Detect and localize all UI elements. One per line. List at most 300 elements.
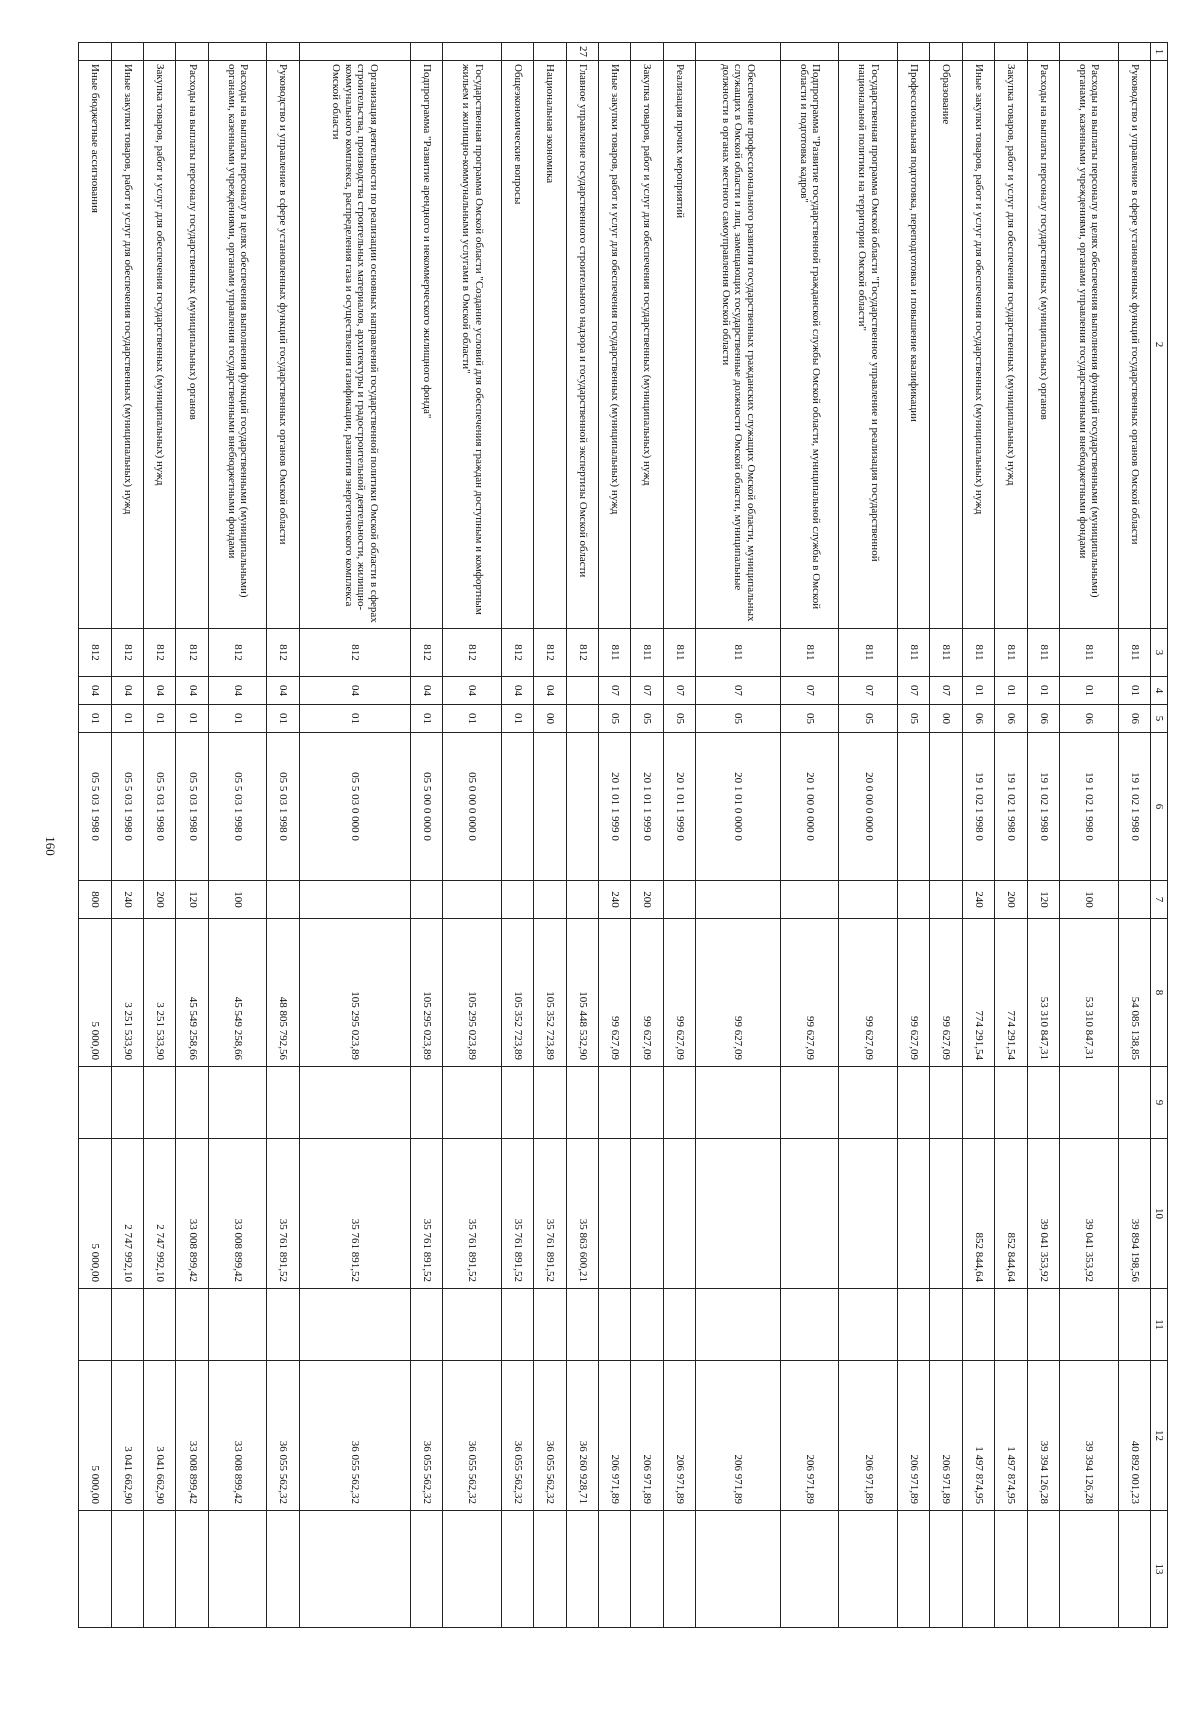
cell-c4: 01 [995,677,1027,705]
cell-c13 [1027,1511,1059,1628]
cell-c4: 04 [267,677,299,705]
cell-c10 [930,1139,962,1289]
cell-c3: 811 [1060,629,1119,677]
cell-c13 [631,1511,663,1628]
cell-name: Главное управление государственного строительного надзора и государственной экспертизы Омской области [566,61,598,629]
cell-c10 [663,1139,695,1289]
cell-c6: 05 5 03 1 998 0 [176,733,208,881]
cell-c7 [696,881,781,919]
cell-c4: 04 [501,677,533,705]
table-row [566,43,598,1628]
cell-n [144,43,176,61]
table-row [176,43,208,1628]
cell-c13 [501,1511,533,1628]
table-row [534,43,566,1628]
table-row [780,43,839,1628]
cell-c6 [501,733,533,881]
cell-c5: 01 [267,705,299,733]
cell-c8: 105 352 723,89 [501,919,533,1067]
cell-name: Расходы на выплаты персоналу в целях обеспечения выполнения функций государственными (муниципальными) органами, казенными учреждениями, органами управления государственными внебюджетными фондами [208,61,267,629]
cell-c6: 05 5 03 1 998 0 [267,733,299,881]
cell-c8: 774 291,54 [962,919,994,1067]
cell-c9 [79,1067,112,1139]
cell-c4: 04 [208,677,267,705]
cell-c6: 20 0 00 0 000 0 [839,733,898,881]
cell-c9 [663,1067,695,1139]
cell-c8: 774 291,54 [995,919,1027,1067]
cell-c7: 200 [144,881,176,919]
cell-c7: 240 [111,881,143,919]
cell-n [410,43,442,61]
cell-c10: 35 761 891,52 [534,1139,566,1289]
cell-c3: 811 [1118,629,1150,677]
cell-c13 [898,1511,930,1628]
cell-c5: 00 [534,705,566,733]
cell-c5: 00 [930,705,962,733]
cell-c13 [176,1511,208,1628]
cell-c8: 99 627,09 [696,919,781,1067]
cell-c9 [780,1067,839,1139]
cell-name: Общеэкономические вопросы [501,61,533,629]
cell-c12: 206 971,89 [898,1361,930,1511]
cell-name: Иные бюджетные ассигнования [79,61,112,629]
cell-c13 [79,1511,112,1628]
cell-c6: 05 5 03 0 000 0 [299,733,410,881]
cell-c9 [839,1067,898,1139]
cell-n [663,43,695,61]
table-row [299,43,410,1628]
table-row [267,43,299,1628]
cell-c13 [663,1511,695,1628]
table-row [144,43,176,1628]
cell-c4 [566,677,598,705]
cell-c5: 06 [995,705,1027,733]
cell-c3: 812 [208,629,267,677]
cell-c10: 39 041 353,92 [1027,1139,1059,1289]
cell-c12: 36 055 562,32 [299,1361,410,1511]
cell-c8: 105 295 023,89 [410,919,442,1067]
table-row [501,43,533,1628]
cell-name: Профессиональная подготовка, переподготовка и повышение квалификации [898,61,930,629]
table-row [111,43,143,1628]
cell-c10: 852 844,64 [995,1139,1027,1289]
cell-c6: 19 1 02 1 998 0 [1060,733,1119,881]
cell-c12: 3 041 662,90 [111,1361,143,1511]
cell-c12: 36 055 562,32 [443,1361,502,1511]
cell-c12: 36 055 562,32 [267,1361,299,1511]
cell-c6: 19 1 02 1 998 0 [1118,733,1150,881]
cell-n [1060,43,1119,61]
cell-c3: 812 [176,629,208,677]
cell-c7 [299,881,410,919]
cell-name: Иные закупки товаров, работ и услуг для обеспечения государственных (муниципальных) нужд [111,61,143,629]
cell-c5 [566,705,598,733]
cell-name: Иные закупки товаров, работ и услуг для обеспечения государственных (муниципальных) нужд [962,61,994,629]
cell-c10 [631,1139,663,1289]
cell-c3: 812 [501,629,533,677]
cell-c13 [1060,1511,1119,1628]
cell-c12: 36 055 562,32 [501,1361,533,1511]
cell-c8: 105 295 023,89 [299,919,410,1067]
cell-c5: 06 [1118,705,1150,733]
cell-c12: 206 971,89 [930,1361,962,1511]
cell-n [839,43,898,61]
budget-table [78,42,1168,1628]
cell-c3: 811 [1027,629,1059,677]
cell-c9 [598,1067,630,1139]
cell-c7 [1118,881,1150,919]
cell-c9 [995,1067,1027,1139]
page-number: 160 [43,836,58,856]
cell-c11 [930,1289,962,1361]
table-row [696,43,781,1628]
cell-c5: 06 [962,705,994,733]
cell-c10: 35 761 891,52 [267,1139,299,1289]
cell-c10 [598,1139,630,1289]
cell-c4: 01 [1027,677,1059,705]
cell-c4: 07 [898,677,930,705]
cell-c13 [299,1511,410,1628]
column-header-13: 13 [1151,1511,1168,1628]
cell-name: Руководство и управление в сфере установленных функций государственных органов Омской области [1118,61,1150,629]
cell-n [631,43,663,61]
cell-c5: 01 [410,705,442,733]
cell-c10: 2 747 992,10 [111,1139,143,1289]
cell-c7 [566,881,598,919]
cell-c6 [930,733,962,881]
cell-c7 [898,881,930,919]
cell-c3: 812 [267,629,299,677]
cell-c11 [208,1289,267,1361]
cell-c4: 04 [111,677,143,705]
cell-c3: 811 [631,629,663,677]
cell-c8: 99 627,09 [663,919,695,1067]
cell-c7: 240 [962,881,994,919]
column-header-11: 11 [1151,1289,1168,1361]
cell-c6: 20 1 01 1 999 0 [598,733,630,881]
column-header-1: 1 [1151,43,1168,61]
cell-c13 [111,1511,143,1628]
cell-c8: 48 805 792,56 [267,919,299,1067]
cell-name: Руководство и управление в сфере установленных функций государственных органов Омской области [267,61,299,629]
table-row [962,43,994,1628]
cell-c10 [898,1139,930,1289]
cell-c3: 812 [410,629,442,677]
cell-c9 [299,1067,410,1139]
cell-c4: 01 [1060,677,1119,705]
cell-c9 [443,1067,502,1139]
cell-c9 [898,1067,930,1139]
cell-c4: 04 [443,677,502,705]
cell-c6: 20 1 00 0 000 0 [780,733,839,881]
cell-c3: 812 [144,629,176,677]
cell-c8: 99 627,09 [631,919,663,1067]
cell-c6: 19 1 02 1 998 0 [995,733,1027,881]
cell-c3: 812 [534,629,566,677]
cell-c11 [443,1289,502,1361]
cell-c13 [930,1511,962,1628]
column-header-7: 7 [1151,881,1168,919]
cell-name: Закупка товаров, работ и услуг для обеспечения государственных (муниципальных) нужд [995,61,1027,629]
column-header-5: 5 [1151,705,1168,733]
table-row [631,43,663,1628]
cell-c6: 05 5 03 1 998 0 [111,733,143,881]
cell-c10: 35 761 891,52 [443,1139,502,1289]
cell-c9 [534,1067,566,1139]
cell-c10: 5 000,00 [79,1139,112,1289]
cell-c4: 07 [839,677,898,705]
cell-c5: 01 [111,705,143,733]
cell-c10: 39 894 198,56 [1118,1139,1150,1289]
cell-c12: 5 000,00 [79,1361,112,1511]
cell-name: Государственная программа Омской области "Создание условий для обеспечения граждан доступным и комфортным жильем и жилищно-коммунальными услугами в Омской области" [443,61,502,629]
cell-c12: 206 971,89 [839,1361,898,1511]
cell-c7 [780,881,839,919]
cell-c3: 812 [299,629,410,677]
cell-c9 [696,1067,781,1139]
cell-c12: 36 055 562,32 [410,1361,442,1511]
cell-c8: 99 627,09 [898,919,930,1067]
cell-c3: 811 [598,629,630,677]
cell-c10: 35 761 891,52 [501,1139,533,1289]
cell-n [1027,43,1059,61]
cell-c7 [534,881,566,919]
cell-c13 [566,1511,598,1628]
cell-c8: 99 627,09 [839,919,898,1067]
cell-c11 [962,1289,994,1361]
cell-n [267,43,299,61]
cell-c13 [839,1511,898,1628]
cell-n [930,43,962,61]
table-row [663,43,695,1628]
cell-c6: 20 1 01 0 000 0 [696,733,781,881]
cell-c5: 01 [176,705,208,733]
cell-c11 [267,1289,299,1361]
cell-c9 [1060,1067,1119,1139]
cell-c7: 800 [79,881,112,919]
cell-c9 [566,1067,598,1139]
cell-c3: 811 [898,629,930,677]
cell-c5: 05 [898,705,930,733]
cell-c5: 05 [839,705,898,733]
cell-c4: 04 [534,677,566,705]
cell-name: Расходы на выплаты персоналу государственных (муниципальных) органов [176,61,208,629]
cell-c6: 20 1 01 1 999 0 [663,733,695,881]
cell-c12: 39 394 126,28 [1060,1361,1119,1511]
cell-c13 [443,1511,502,1628]
cell-c12: 33 008 899,42 [176,1361,208,1511]
cell-c12: 1 497 874,95 [995,1361,1027,1511]
cell-c4: 01 [1118,677,1150,705]
cell-c3: 812 [443,629,502,677]
cell-c10: 35 761 891,52 [410,1139,442,1289]
cell-c10: 33 008 899,42 [208,1139,267,1289]
cell-n [443,43,502,61]
cell-c11 [1118,1289,1150,1361]
cell-c13 [534,1511,566,1628]
cell-c4: 07 [631,677,663,705]
cell-c7: 200 [631,881,663,919]
column-header-6: 6 [1151,733,1168,881]
cell-c5: 05 [631,705,663,733]
cell-c3: 811 [780,629,839,677]
cell-c4: 07 [696,677,781,705]
cell-c11 [898,1289,930,1361]
cell-c8: 105 295 023,89 [443,919,502,1067]
table-row [208,43,267,1628]
table-row [898,43,930,1628]
cell-c3: 811 [995,629,1027,677]
cell-c3: 812 [111,629,143,677]
cell-c10: 2 747 992,10 [144,1139,176,1289]
cell-c5: 01 [299,705,410,733]
cell-c7: 120 [176,881,208,919]
table-row [930,43,962,1628]
cell-name: Организация деятельности по реализации основных направлений государственной политики Омской области в сферах строительства, производства строительных материалов, архитектуры и градостроительной деятельности, жилищно-коммунального комплекса, распределения газа и осуществления газификации, развития энергетического комплекса Омской области [299,61,410,629]
cell-c13 [144,1511,176,1628]
cell-c11 [144,1289,176,1361]
cell-n [898,43,930,61]
table-row [598,43,630,1628]
cell-c7: 120 [1027,881,1059,919]
cell-c6 [898,733,930,881]
cell-c10: 852 844,64 [962,1139,994,1289]
cell-c7: 100 [1060,881,1119,919]
cell-c11 [299,1289,410,1361]
cell-c5: 06 [1060,705,1119,733]
cell-c10: 35 863 600,21 [566,1139,598,1289]
cell-c11 [1060,1289,1119,1361]
cell-c6: 05 5 00 0 000 0 [410,733,442,881]
cell-c11 [631,1289,663,1361]
cell-c10: 33 008 899,42 [176,1139,208,1289]
cell-n [696,43,781,61]
cell-c3: 811 [930,629,962,677]
cell-c11 [839,1289,898,1361]
cell-c3: 811 [696,629,781,677]
cell-c12: 36 260 928,71 [566,1361,598,1511]
cell-c10 [696,1139,781,1289]
cell-c4: 04 [176,677,208,705]
cell-c13 [598,1511,630,1628]
cell-n [176,43,208,61]
cell-c13 [696,1511,781,1628]
cell-c8: 45 549 258,66 [208,919,267,1067]
cell-name: Национальная экономика [534,61,566,629]
cell-c9 [1118,1067,1150,1139]
column-header-10: 10 [1151,1139,1168,1289]
cell-c11 [534,1289,566,1361]
cell-c12: 1 497 874,95 [962,1361,994,1511]
cell-c8: 99 627,09 [930,919,962,1067]
cell-c11 [79,1289,112,1361]
cell-c5: 05 [598,705,630,733]
cell-c9 [501,1067,533,1139]
cell-c13 [267,1511,299,1628]
cell-c11 [1027,1289,1059,1361]
cell-c5: 05 [696,705,781,733]
cell-n [995,43,1027,61]
cell-name: Расходы на выплаты персоналу в целях обеспечения выполнения функций государственными (муниципальными) органами, казенными учреждениями, органами управления государственными внебюджетными фондами [1060,61,1119,629]
cell-c10 [839,1139,898,1289]
cell-c4: 04 [299,677,410,705]
column-header-4: 4 [1151,677,1168,705]
cell-n [962,43,994,61]
cell-c13 [780,1511,839,1628]
cell-c11 [995,1289,1027,1361]
cell-c8: 3 251 533,90 [111,919,143,1067]
cell-c6: 19 1 02 1 998 0 [962,733,994,881]
cell-c8: 5 000,00 [79,919,112,1067]
column-header-12: 12 [1151,1361,1168,1511]
cell-c3: 811 [663,629,695,677]
cell-c9 [962,1067,994,1139]
cell-name: Образование [930,61,962,629]
cell-c5: 06 [1027,705,1059,733]
cell-n [79,43,112,61]
table-row [1027,43,1059,1628]
cell-c9 [930,1067,962,1139]
cell-c4: 04 [144,677,176,705]
cell-c4: 07 [930,677,962,705]
cell-c3: 812 [566,629,598,677]
cell-c4: 07 [663,677,695,705]
cell-c6 [566,733,598,881]
cell-c5: 01 [501,705,533,733]
cell-c13 [1118,1511,1150,1628]
cell-c8: 54 085 138,85 [1118,919,1150,1067]
table-row [1060,43,1119,1628]
cell-c6: 05 0 00 0 000 0 [443,733,502,881]
cell-n [299,43,410,61]
cell-c6: 19 1 02 1 998 0 [1027,733,1059,881]
cell-c8: 99 627,09 [598,919,630,1067]
table-row [1118,43,1150,1628]
cell-c7: 240 [598,881,630,919]
cell-c12: 206 971,89 [696,1361,781,1511]
cell-c11 [501,1289,533,1361]
cell-c9 [208,1067,267,1139]
header-row [1151,43,1168,1628]
cell-c8: 53 310 847,31 [1060,919,1119,1067]
cell-c9 [111,1067,143,1139]
cell-c4: 01 [962,677,994,705]
cell-c12: 39 394 126,28 [1027,1361,1059,1511]
cell-c10: 35 761 891,52 [299,1139,410,1289]
cell-name: Закупка товаров, работ и услуг для обеспечения государственных (муниципальных) нужд [144,61,176,629]
budget-table-rotated [78,42,1168,1627]
column-header-9: 9 [1151,1067,1168,1139]
cell-c6: 20 1 01 1 999 0 [631,733,663,881]
cell-c3: 812 [79,629,112,677]
cell-name: Обеспечение профессионального развития государственных гражданских служащих Омской области, муниципальных служащих в Омской области и лиц, замещающих государственные должности Омской области, муниципальные должности в органах местного самоуправления Омской области [696,61,781,629]
cell-c6: 05 5 03 1 998 0 [79,733,112,881]
cell-n [534,43,566,61]
cell-c5: 05 [663,705,695,733]
cell-c12: 40 892 001,23 [1118,1361,1150,1511]
cell-c13 [962,1511,994,1628]
cell-c6: 05 5 03 1 998 0 [208,733,267,881]
cell-name: Закупка товаров, работ и услуг для обеспечения государственных (муниципальных) нужд [631,61,663,629]
cell-c11 [696,1289,781,1361]
cell-n [598,43,630,61]
table-row [995,43,1027,1628]
cell-c8: 45 549 258,66 [176,919,208,1067]
cell-c12: 206 971,89 [663,1361,695,1511]
cell-c9 [176,1067,208,1139]
cell-n [501,43,533,61]
cell-name: Государственная программа Омской области "Государственное управление и реализация государственной национальной политики на территории Омской области" [839,61,898,629]
